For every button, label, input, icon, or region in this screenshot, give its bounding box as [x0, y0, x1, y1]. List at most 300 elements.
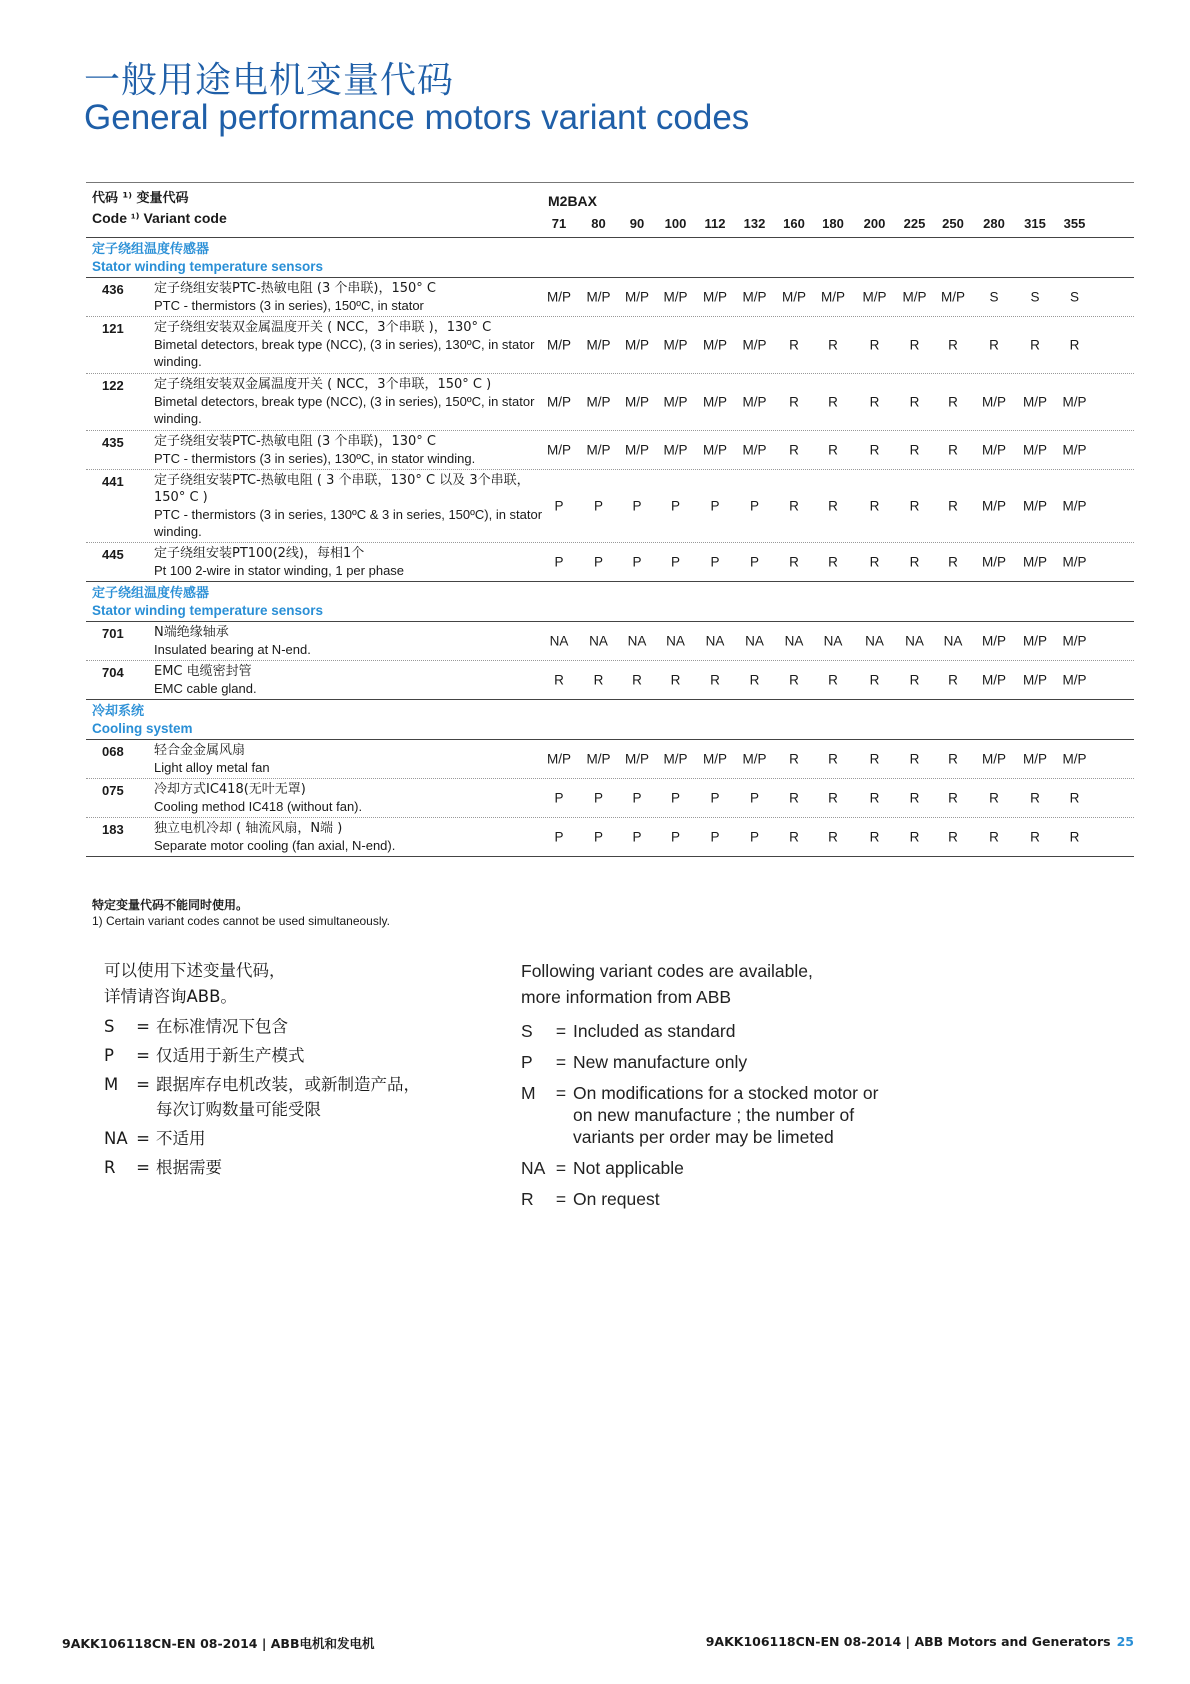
availability-cell: R — [1069, 790, 1080, 806]
footnote-zh: 特定变量代码不能同时使用。 — [92, 898, 249, 912]
availability-cell: P — [749, 829, 759, 845]
availability-values — [540, 290, 1094, 305]
frame-size-header: 160 — [783, 216, 805, 231]
availability-cell: M/P — [624, 337, 649, 353]
description-en: EMC cable gland. — [154, 681, 257, 696]
availability-cell: M/P — [940, 289, 965, 305]
availability-values — [540, 673, 1094, 688]
availability-cell: P — [554, 790, 564, 806]
legend-key: S — [521, 1021, 533, 1041]
variant-code: 122 — [102, 378, 124, 393]
variant-description — [154, 374, 544, 429]
frame-size-header: 71 — [551, 216, 567, 231]
legend-text: 根据需要 — [156, 1158, 222, 1177]
header-en: Code ¹⁾ Variant code — [92, 210, 227, 226]
availability-cell: P — [710, 498, 720, 514]
section-title-en: Cooling system — [92, 721, 193, 736]
availability-cell: M/P — [546, 289, 571, 305]
availability-values — [540, 395, 1094, 410]
legend-zh — [104, 958, 524, 1184]
availability-cell: R — [828, 498, 838, 514]
availability-cell: R — [869, 337, 880, 353]
availability-cell: M/P — [586, 394, 611, 410]
availability-cell: R — [554, 672, 564, 688]
availability-cell: NA — [549, 633, 569, 649]
section-title-en: Stator winding temperature sensors — [92, 603, 324, 618]
availability-cell: R — [789, 554, 799, 570]
legend-equals: = — [136, 1017, 150, 1036]
availability-cell: S — [1069, 289, 1079, 305]
legend-equals: = — [555, 1021, 567, 1041]
description-en: Separate motor cooling (fan axial, N-end). — [154, 838, 396, 853]
legend-equals: = — [136, 1158, 150, 1177]
availability-cell: R — [989, 790, 999, 806]
description-zh: 独立电机冷却 ( 轴流风扇，N端 ) — [154, 821, 343, 836]
availability-cell: R — [789, 751, 799, 767]
legend-key: S — [104, 1017, 115, 1036]
variant-code: 183 — [102, 822, 124, 837]
availability-cell: M/P — [546, 442, 571, 458]
availability-cell: M/P — [1022, 394, 1047, 410]
availability-cell: M/P — [742, 751, 767, 767]
availability-cell: R — [828, 829, 838, 845]
legend-key: NA — [104, 1129, 128, 1148]
availability-cell: R — [789, 829, 799, 845]
availability-cell: M/P — [862, 289, 887, 305]
table-body — [86, 238, 1134, 857]
legend-text: 在标准情况下包含 — [156, 1017, 288, 1036]
description-zh: 轻合金金属风扇 — [154, 743, 246, 758]
legend-equals: = — [136, 1046, 150, 1065]
availability-cell: R — [948, 790, 958, 806]
description-zh: 定子绕组安装PTC-热敏电阻 (3 个串联)，150° C — [154, 281, 436, 296]
frame-size-header: 315 — [1024, 216, 1046, 231]
availability-cell: M/P — [546, 394, 571, 410]
description-zh: EMC 电缆密封管 — [154, 664, 252, 679]
description-zh: 定子绕组安装双金属温度开关 ( NCC，3个串联，150° C ) — [154, 377, 492, 392]
availability-cell: M/P — [546, 751, 571, 767]
availability-cell: P — [749, 554, 759, 570]
availability-cell: R — [909, 751, 920, 767]
legend-item — [521, 1020, 941, 1042]
description-en: PTC - thermistors (3 in series, 130ºC & 3 in series, 150ºC), in stator winding. — [154, 507, 543, 539]
legend-item — [104, 1043, 524, 1068]
variant-description — [154, 818, 544, 856]
availability-cell: P — [710, 790, 720, 806]
description-en: Cooling method IC418 (without fan). — [154, 799, 363, 814]
availability-cell: M/P — [1022, 498, 1047, 514]
description-zh: 定子绕组安装双金属温度开关 ( NCC，3个串联 )，130° C — [154, 320, 492, 335]
availability-cell: P — [554, 498, 564, 514]
availability-cell: P — [632, 498, 642, 514]
legend-item — [104, 1014, 524, 1039]
availability-cell: M/P — [663, 394, 688, 410]
description-zh: 冷却方式IC418(无叶无罩) — [154, 782, 306, 797]
legend-item — [104, 1155, 524, 1180]
availability-cell: R — [789, 442, 799, 458]
availability-cell: M/P — [1062, 672, 1087, 688]
frame-size-header: 112 — [704, 216, 726, 231]
availability-cell: M/P — [1062, 394, 1087, 410]
legend-key: R — [521, 1189, 534, 1209]
section-title-zh: 定子绕组温度传感器 — [92, 242, 210, 257]
availability-cell: P — [670, 498, 680, 514]
availability-cell: P — [554, 554, 564, 570]
availability-cell: P — [632, 829, 642, 845]
description-en: PTC - thermistors (3 in series), 130ºC, in stator winding. — [154, 451, 476, 466]
availability-cell: R — [789, 790, 799, 806]
variant-description — [154, 431, 544, 469]
availability-cell: R — [749, 672, 760, 688]
availability-cell: R — [948, 498, 958, 514]
availability-cell: R — [948, 337, 958, 353]
variant-description — [154, 622, 544, 660]
availability-cell: R — [789, 672, 799, 688]
variant-codes-table — [86, 182, 1134, 857]
availability-cell: NA — [865, 633, 884, 649]
availability-cell: M/P — [1022, 751, 1047, 767]
availability-cell: M/P — [702, 751, 727, 767]
availability-cell: M/P — [1022, 672, 1047, 688]
availability-cell: NA — [745, 633, 764, 649]
table-row — [86, 740, 1134, 779]
section-title-en: Stator winding temperature sensors — [92, 259, 324, 274]
frame-size-header: 100 — [664, 216, 687, 231]
availability-cell: NA — [705, 633, 725, 649]
table-row — [86, 317, 1134, 374]
legend-item — [104, 1072, 524, 1122]
legend-text: 不适用 — [156, 1129, 206, 1148]
availability-cell: M/P — [702, 337, 727, 353]
legend-text: Included as standard — [573, 1021, 736, 1041]
availability-cell: R — [909, 498, 920, 514]
availability-cell: M/P — [1022, 442, 1047, 458]
frame-size-header: 90 — [629, 216, 645, 231]
variant-description — [154, 543, 544, 581]
availability-cell: R — [1030, 337, 1040, 353]
legend-equals: = — [555, 1052, 567, 1072]
availability-cell: M/P — [586, 442, 611, 458]
availability-cell: P — [670, 554, 680, 570]
availability-cell: P — [632, 790, 642, 806]
availability-cell: NA — [666, 633, 685, 649]
availability-cell: P — [593, 790, 603, 806]
description-zh: 定子绕组安装PT100(2线)，每相1个 — [154, 546, 365, 561]
availability-cell: M/P — [742, 289, 767, 305]
availability-cell: M/P — [663, 751, 688, 767]
page-number: 25 — [1116, 1634, 1134, 1649]
availability-cell: R — [869, 442, 880, 458]
availability-cell: M/P — [702, 442, 727, 458]
availability-cell: P — [749, 498, 759, 514]
legend-equals: = — [555, 1083, 567, 1103]
availability-cell: R — [828, 394, 838, 410]
frame-size-header: 225 — [903, 216, 926, 231]
availability-cell: R — [828, 672, 838, 688]
availability-cell: R — [909, 790, 920, 806]
availability-values — [540, 791, 1094, 806]
availability-cell: R — [789, 498, 799, 514]
footer-right — [706, 1634, 1134, 1649]
availability-cell: R — [1030, 829, 1040, 845]
legend-item — [521, 1157, 941, 1179]
availability-cell: M/P — [663, 289, 688, 305]
description-zh: N端绝缘轴承 — [154, 625, 229, 640]
legend-key: NA — [521, 1158, 546, 1178]
availability-cell: R — [593, 672, 604, 688]
frame-size-header: 280 — [983, 216, 1005, 231]
variant-code: 441 — [102, 474, 124, 489]
description-en: Insulated bearing at N-end. — [154, 642, 311, 657]
availability-cell: P — [632, 554, 642, 570]
availability-cell: R — [989, 337, 999, 353]
availability-cell: M/P — [1062, 498, 1087, 514]
availability-cell: R — [828, 337, 838, 353]
availability-cell: P — [710, 554, 720, 570]
table-row — [86, 278, 1134, 317]
frame-size-header: 355 — [1063, 216, 1086, 231]
legend-key: M — [104, 1075, 119, 1094]
description-en: Pt 100 2-wire in stator winding, 1 per phase — [154, 563, 405, 578]
availability-cell: NA — [589, 633, 608, 649]
availability-cell: M/P — [586, 289, 611, 305]
legend-equals: = — [555, 1158, 567, 1178]
legend-key: R — [104, 1158, 116, 1177]
section-header — [86, 700, 1134, 740]
table-row — [86, 779, 1134, 818]
description-en: Light alloy metal fan — [154, 760, 270, 775]
legend-text: New manufacture only — [573, 1052, 748, 1072]
variant-code: 075 — [102, 783, 124, 798]
variant-code: 701 — [102, 626, 124, 641]
table-row — [86, 622, 1134, 661]
availability-cell: R — [869, 829, 880, 845]
availability-cell: R — [632, 672, 642, 688]
availability-cell: R — [869, 554, 880, 570]
legend-zh-intro: 可以使用下述变量代码， 详情请咨询ABB。 — [104, 961, 286, 1006]
variant-description — [154, 779, 544, 817]
legend-key: P — [104, 1046, 114, 1065]
legend-key: P — [521, 1052, 533, 1072]
availability-cell: R — [828, 751, 838, 767]
table-row — [86, 543, 1134, 582]
availability-cell: M/P — [820, 289, 845, 305]
availability-cell: P — [554, 829, 564, 845]
availability-cell: S — [989, 289, 999, 305]
description-zh: 定子绕组安装PTC-热敏电阻 ( 3 个串联，130° C 以及 3个串联，150° C ) — [154, 473, 530, 505]
availability-cell: M/P — [1022, 633, 1047, 649]
availability-cell: M/P — [624, 751, 649, 767]
availability-cell: P — [710, 829, 720, 845]
availability-cell: M/P — [742, 394, 767, 410]
availability-cell: R — [869, 790, 880, 806]
description-en: Bimetal detectors, break type (NCC), (3 in series), 130ºC, in stator winding. — [154, 337, 535, 369]
availability-cell: M/P — [1062, 554, 1087, 570]
availability-cell: M/P — [981, 633, 1006, 649]
availability-values — [540, 830, 1094, 845]
availability-cell: M/P — [624, 442, 649, 458]
variant-description — [154, 470, 544, 542]
section-header — [86, 582, 1134, 622]
footer-left: 9AKK106118CN-EN 08-2014 | ABB电机和发电机 — [62, 1636, 375, 1651]
availability-cell: M/P — [702, 394, 727, 410]
availability-cell: R — [869, 394, 880, 410]
section-title-zh: 冷却系统 — [92, 704, 145, 719]
availability-cell: R — [828, 554, 838, 570]
availability-cell: M/P — [586, 337, 611, 353]
frame-size-header: 200 — [863, 216, 886, 231]
frame-size-header: 250 — [942, 216, 964, 231]
availability-cell: M/P — [1062, 633, 1087, 649]
availability-values — [540, 499, 1094, 514]
description-en: Bimetal detectors, break type (NCC), (3 in series), 150ºC, in stator winding. — [154, 394, 535, 426]
availability-cell: P — [670, 790, 680, 806]
availability-cell: NA — [784, 633, 804, 649]
availability-cell: M/P — [981, 672, 1006, 688]
availability-cell: S — [1030, 289, 1040, 305]
availability-cell: P — [670, 829, 680, 845]
legend-en — [521, 958, 941, 1219]
availability-cell: R — [909, 554, 920, 570]
availability-cell: M/P — [981, 442, 1006, 458]
variant-code: 445 — [102, 547, 124, 562]
table-row — [86, 431, 1134, 470]
legend-text: Not applicable — [573, 1158, 684, 1178]
availability-cell: M/P — [663, 442, 688, 458]
legend-text: 跟据库存电机改装，或新制造产品， 每次订购数量可能受限 — [156, 1075, 420, 1119]
availability-cell: R — [909, 394, 920, 410]
description-zh: 定子绕组安装PTC-热敏电阻 (3 个串联)，130° C — [154, 434, 436, 449]
frame-size-header: 132 — [743, 216, 766, 231]
availability-cell: R — [1069, 829, 1080, 845]
availability-cell: P — [749, 790, 759, 806]
availability-cell: M/P — [742, 442, 767, 458]
page-title-en: General performance motors variant codes — [84, 98, 750, 137]
availability-cell: R — [909, 337, 920, 353]
table-row — [86, 470, 1134, 543]
availability-cell: M/P — [981, 554, 1006, 570]
availability-cell: R — [789, 394, 799, 410]
availability-cell: M/P — [546, 337, 571, 353]
section-title-zh: 定子绕组温度传感器 — [92, 586, 210, 601]
availability-cell: R — [710, 672, 720, 688]
availability-cell: M/P — [702, 289, 727, 305]
legend-equals: = — [136, 1075, 150, 1094]
availability-cell: M/P — [781, 289, 806, 305]
availability-cell: P — [593, 554, 603, 570]
availability-cell: R — [909, 829, 920, 845]
frame-size-header: 80 — [591, 216, 606, 231]
availability-cell: M/P — [981, 498, 1006, 514]
availability-cell: R — [909, 442, 920, 458]
availability-cell: R — [948, 442, 958, 458]
legend-text: On modifications for a stocked motor or on new manufacture ; the number of variants per order may be limeted — [573, 1083, 879, 1147]
availability-cell: R — [909, 672, 920, 688]
availability-cell: M/P — [586, 751, 611, 767]
availability-cell: R — [828, 790, 838, 806]
model-label: M2BAX — [548, 193, 598, 209]
frame-sizes — [540, 216, 1094, 231]
header-zh: 代码 ¹⁾ 变量代码 — [92, 191, 189, 206]
availability-values — [540, 443, 1094, 458]
availability-cell: M/P — [981, 751, 1006, 767]
availability-cell: R — [869, 498, 880, 514]
availability-values — [540, 338, 1094, 353]
availability-cell: P — [593, 498, 603, 514]
availability-cell: M/P — [624, 289, 649, 305]
frame-size-header: 180 — [822, 216, 844, 231]
variant-description — [154, 661, 544, 699]
description-en: PTC - thermistors (3 in series), 150ºC, in stator — [154, 298, 424, 313]
availability-cell: R — [828, 442, 838, 458]
availability-cell: M/P — [902, 289, 927, 305]
availability-cell: R — [869, 751, 880, 767]
availability-cell: R — [948, 751, 958, 767]
table-row — [86, 661, 1134, 700]
availability-cell: M/P — [1062, 751, 1087, 767]
legend-item — [521, 1188, 941, 1210]
availability-cell: M/P — [624, 394, 649, 410]
variant-description — [154, 317, 544, 372]
availability-cell: M/P — [1022, 554, 1047, 570]
availability-cell: P — [593, 829, 603, 845]
variant-code: 068 — [102, 744, 124, 759]
legend-en-intro: Following variant codes are available, more information from ABB — [521, 961, 813, 1007]
variant-code: 436 — [102, 282, 124, 297]
table-row — [86, 818, 1134, 857]
availability-cell: R — [1069, 337, 1080, 353]
legend-item — [104, 1126, 524, 1151]
availability-values — [540, 752, 1094, 767]
variant-description — [154, 740, 544, 778]
legend-item — [521, 1051, 941, 1073]
availability-cell: R — [869, 672, 880, 688]
availability-cell: R — [948, 672, 958, 688]
variant-description — [154, 278, 544, 316]
availability-cell: NA — [823, 633, 843, 649]
availability-cell: NA — [627, 633, 647, 649]
variant-code: 704 — [102, 665, 124, 680]
legend-item — [521, 1082, 941, 1148]
section-header — [86, 238, 1134, 278]
table-row — [86, 374, 1134, 431]
legend-equals: = — [555, 1189, 567, 1209]
availability-cell: M/P — [663, 337, 688, 353]
availability-cell: R — [948, 829, 958, 845]
availability-cell: R — [989, 829, 999, 845]
availability-cell: R — [670, 672, 681, 688]
variant-code: 121 — [102, 321, 124, 336]
availability-values — [540, 634, 1094, 649]
table-header — [86, 182, 1134, 238]
legend-text: On request — [573, 1189, 660, 1209]
availability-cell: M/P — [981, 394, 1006, 410]
legend-key: M — [521, 1083, 536, 1103]
variant-code: 435 — [102, 435, 124, 450]
availability-cell: M/P — [1062, 442, 1087, 458]
availability-cell: R — [948, 554, 958, 570]
availability-cell: NA — [905, 633, 924, 649]
availability-cell: R — [789, 337, 799, 353]
availability-cell: NA — [943, 633, 963, 649]
footer-right-text: 9AKK106118CN-EN 08-2014 | ABB Motors and Generators — [705, 1634, 1111, 1649]
availability-cell: R — [1030, 790, 1040, 806]
availability-cell: R — [948, 394, 958, 410]
availability-values — [540, 555, 1094, 570]
legend-equals: = — [136, 1129, 150, 1148]
footnote-en: 1) Certain variant codes cannot be used simultaneously. — [92, 914, 390, 928]
legend-text: 仅适用于新生产模式 — [156, 1046, 305, 1065]
